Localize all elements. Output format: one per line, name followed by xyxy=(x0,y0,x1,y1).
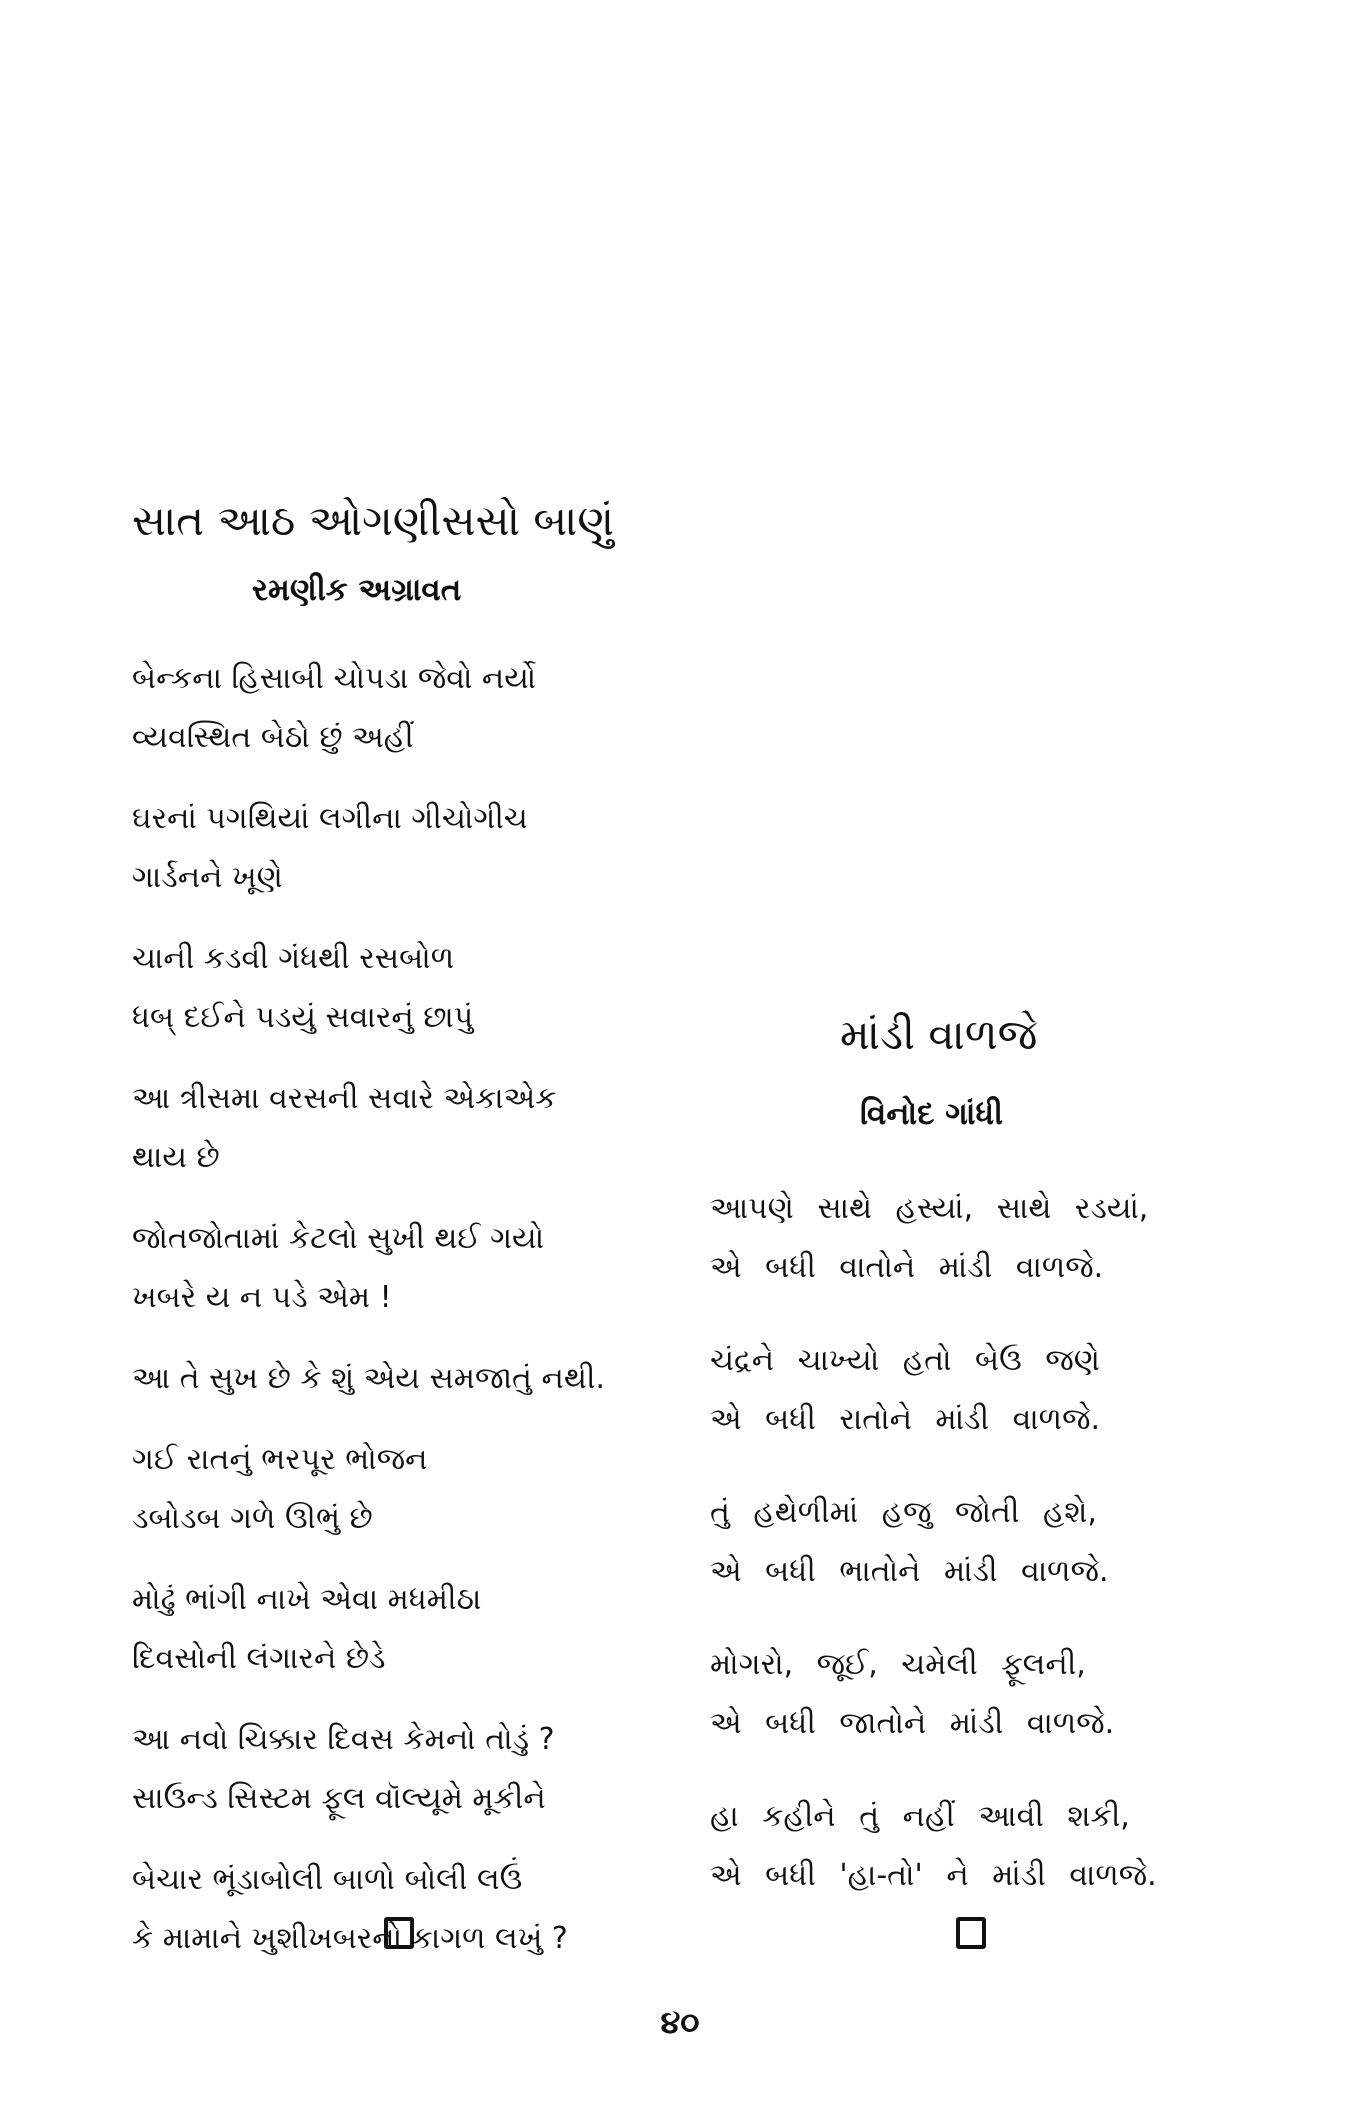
left-poem xyxy=(132,496,692,1990)
right-poem-stanzas xyxy=(710,1179,1250,1905)
poem-line: એ બધી ભાતોને માંડી વાળજે. xyxy=(710,1554,1109,1589)
poem-line: ધબ્ દઈને પડયું સવારનું છાપું xyxy=(132,1000,474,1035)
poem-line: આ ત્રીસમા વરસની સવારે એકાએક xyxy=(132,1081,557,1116)
poem-stanza xyxy=(132,789,692,907)
poem-line: સાઉન્ડ સિસ્ટમ ફૂલ વૉલ્યૂમે મૂકીને xyxy=(132,1781,546,1816)
poem-line: એ બધી રાતોને માંડી વાળજે. xyxy=(710,1402,1101,1437)
poem-line: જોતજોતામાં કેટલો સુખી થઈ ગયો xyxy=(132,1221,545,1256)
poem-line: આપણે સાથે હસ્યાં, સાથે રડયાં, xyxy=(710,1191,1149,1226)
poem-line: બેચાર ભૂંડાબોલી બાળો બોલી લઉં xyxy=(132,1862,523,1897)
poem-stanza xyxy=(132,1850,692,1968)
poem-stanza xyxy=(132,1570,692,1688)
left-poem-title: સાત આઠ ઓગણીસસો બાણું xyxy=(132,496,614,545)
poem-stanza xyxy=(132,1710,692,1828)
left-poem-author: રમણીક અગ્રાવત xyxy=(252,572,462,608)
poem-line: આ તે સુખ છે કે શું એય સમજાતું નથી. xyxy=(132,1361,605,1396)
poem-line: તું હથેળીમાં હજુ જોતી હશે, xyxy=(710,1495,1097,1530)
poem-line: એ બધી વાતોને માંડી વાળજે. xyxy=(710,1250,1104,1285)
poem-line: દિવસોની લંગારને છેડે xyxy=(132,1641,386,1676)
poem-stanza xyxy=(710,1179,1250,1297)
poem-line: ચંદ્રને ચાખ્યો હતો બેઉ જણે xyxy=(710,1343,1100,1378)
page-number: ૪૦ xyxy=(660,2003,700,2041)
poem-stanza xyxy=(132,1069,692,1187)
left-poem-stanzas xyxy=(132,649,692,1968)
right-poem-end-mark xyxy=(956,1917,986,1949)
poem-line: ડબોડબ ગળે ઊભું છે xyxy=(132,1501,373,1536)
poem-stanza xyxy=(132,1349,692,1408)
poem-line: એ બધી 'હા-તો' ને માંડી વાળજે. xyxy=(710,1858,1157,1893)
poem-line: કે મામાને ખુશીખબરનો કાગળ લખું ? xyxy=(132,1921,568,1956)
poem-line: ખબરે ય ન પડે એમ ! xyxy=(132,1280,392,1315)
poem-line: બેન્કના હિસાબી ચોપડા જેવો નર્યો xyxy=(132,661,537,696)
right-poem-author: વિનોદ ગાંધી xyxy=(860,1096,1003,1132)
poem-stanza xyxy=(710,1331,1250,1449)
poem-stanza xyxy=(710,1635,1250,1753)
poem-line: ઘરનાં પગથિયાં લગીના ગીચોગીચ xyxy=(132,801,528,836)
poem-stanza xyxy=(132,649,692,767)
poem-stanza xyxy=(710,1787,1250,1905)
poem-stanza xyxy=(132,929,692,1047)
poem-line: થાય છે xyxy=(132,1140,220,1175)
left-poem-end-mark xyxy=(384,1917,414,1949)
poem-stanza xyxy=(132,1430,692,1548)
poem-line: એ બધી જાતોને માંડી વાળજે. xyxy=(710,1706,1115,1741)
poem-line: મોગરો, જૂઈ, ચમેલી ફૂલની, xyxy=(710,1647,1086,1682)
poem-line: ગાર્ડનને ખૂણે xyxy=(132,860,283,895)
poem-line: ગઈ રાતનું ભરપૂર ભોજન xyxy=(132,1442,428,1477)
poem-stanza xyxy=(710,1483,1250,1601)
poem-line: વ્યવસ્થિત બેઠો છું અહીં xyxy=(132,720,414,755)
poem-line: ચાની કડવી ગંધથી રસબોળ xyxy=(132,941,455,976)
poem-line: આ નવો ચિક્કાર દિવસ કેમનો તોડું ? xyxy=(132,1722,555,1757)
right-poem-title: માંડી વાળજે xyxy=(840,1010,1038,1059)
right-poem xyxy=(710,1010,1250,1939)
poem-line: મોઢું ભાંગી નાખે એવા મધમીઠા xyxy=(132,1582,482,1617)
poem-stanza xyxy=(132,1209,692,1327)
poem-line: હા કહીને તું નહીં આવી શકી, xyxy=(710,1799,1130,1834)
